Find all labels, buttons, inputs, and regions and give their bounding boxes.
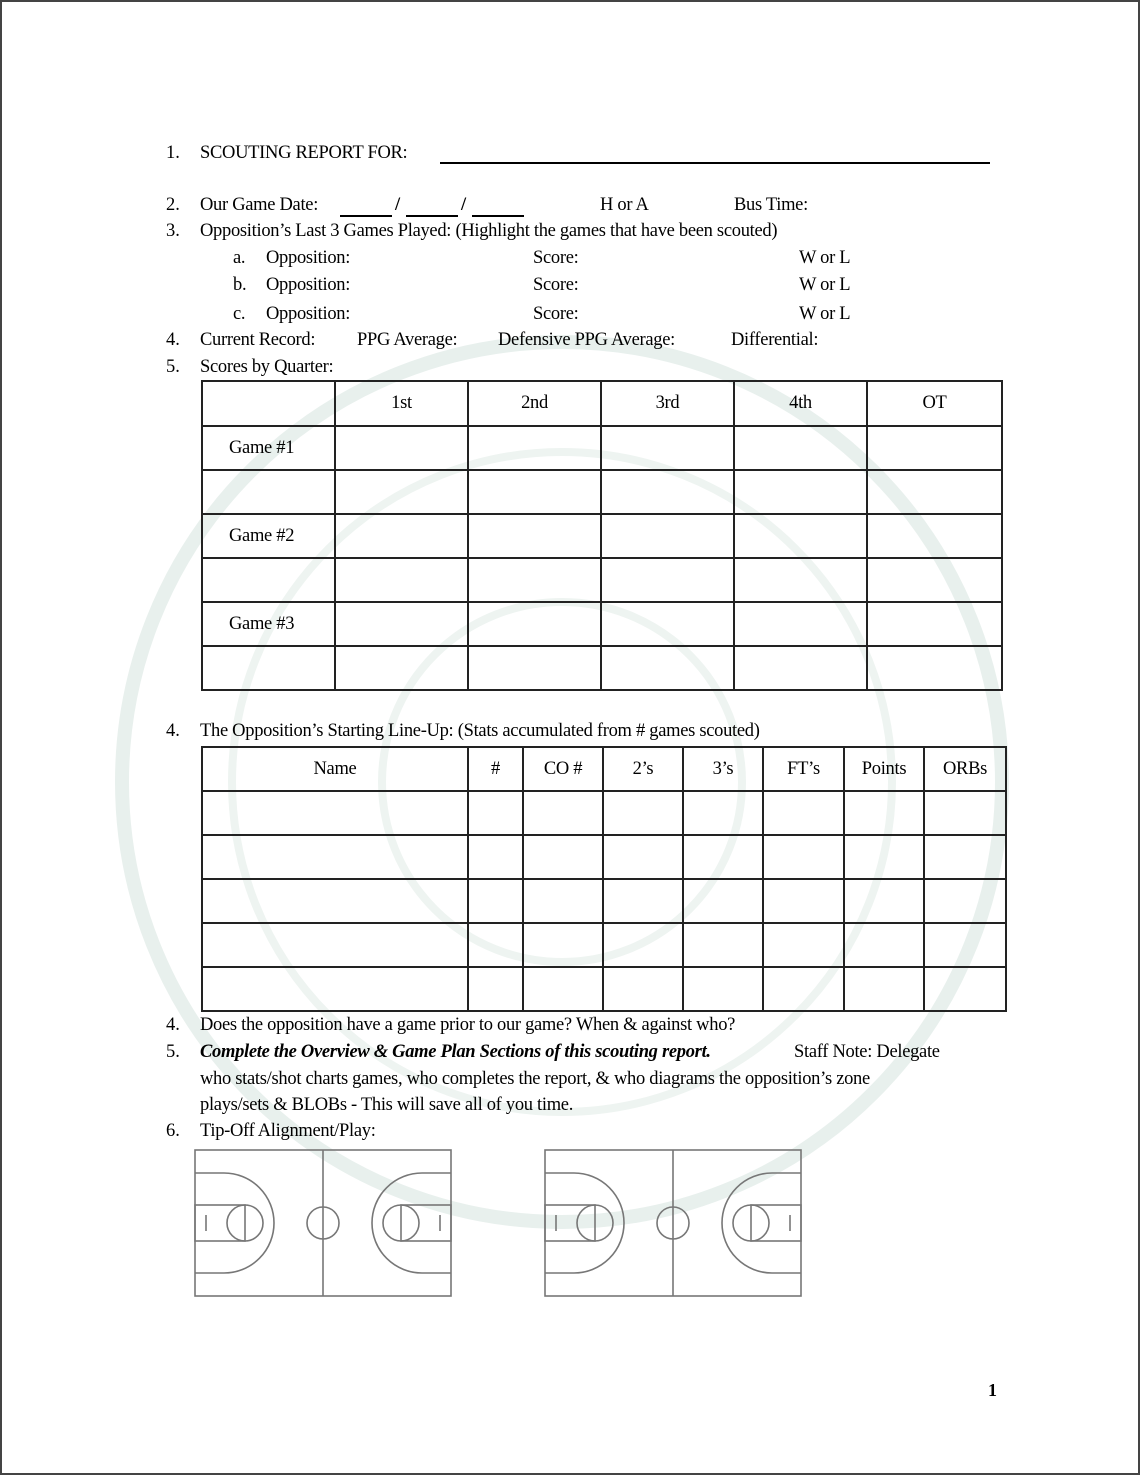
opposition-label: Opposition: (266, 304, 351, 324)
table-row (202, 470, 1002, 514)
score-cell[interactable] (335, 426, 468, 470)
date-slash: / (461, 195, 466, 215)
stat-cell[interactable] (763, 835, 844, 879)
score-cell[interactable] (867, 558, 1002, 602)
item-number: 4. (166, 721, 180, 741)
score-cell[interactable] (468, 558, 601, 602)
item-number: 2. (166, 195, 180, 215)
staff-note-line-2: who stats/shot charts games, who completes the report, & who diagrams the opposition’s zone (200, 1069, 870, 1089)
table-row (202, 426, 1002, 470)
stat-cell[interactable] (763, 967, 844, 1011)
table-row (202, 879, 1006, 923)
score-cell[interactable] (601, 426, 734, 470)
score-cell[interactable] (335, 470, 468, 514)
sub-letter: a. (233, 248, 246, 268)
stat-cell[interactable] (523, 835, 603, 879)
scores-by-quarter-label: Scores by Quarter: (200, 357, 334, 377)
date-slash: / (395, 195, 400, 215)
header-cell: 4th (734, 381, 867, 426)
stat-cell[interactable] (468, 967, 523, 1011)
table-row (202, 514, 1002, 558)
stat-cell[interactable] (468, 879, 523, 923)
table-row (202, 646, 1002, 690)
stat-cell[interactable] (683, 791, 763, 835)
header-cell (202, 381, 335, 426)
starting-lineup-table (201, 746, 1007, 1012)
sub-letter: c. (233, 304, 246, 324)
sub-letter: b. (233, 275, 247, 295)
player-cell[interactable] (202, 835, 468, 879)
player-cell[interactable] (202, 791, 468, 835)
header-cell: ORBs (924, 747, 1006, 791)
stat-cell[interactable] (603, 791, 683, 835)
header-cell: 2’s (603, 747, 683, 791)
differential-label: Differential: (731, 330, 819, 350)
defensive-ppg-label: Defensive PPG Average: (498, 330, 675, 350)
score-cell[interactable] (601, 602, 734, 646)
score-cell[interactable] (601, 558, 734, 602)
score-cell[interactable] (867, 426, 1002, 470)
opposition-label: Opposition: (266, 248, 351, 268)
table-row (202, 602, 1002, 646)
score-cell[interactable] (734, 558, 867, 602)
complete-sections-instruction: Complete the Overview & Game Plan Sections of this scouting report. (200, 1042, 711, 1062)
header-cell: FT’s (763, 747, 844, 791)
score-cell[interactable] (867, 646, 1002, 690)
row-label (202, 558, 335, 602)
header-cell: # (468, 747, 523, 791)
game-date-label: Our Game Date: (200, 195, 319, 215)
item-number: 6. (166, 1121, 180, 1141)
stat-cell[interactable] (683, 835, 763, 879)
score-cell[interactable] (468, 426, 601, 470)
table-row (202, 923, 1006, 967)
score-label: Score: (533, 304, 579, 324)
header-cell: OT (867, 381, 1002, 426)
header-cell: 3rd (601, 381, 734, 426)
prior-game-question: Does the opposition have a game prior to our game? When & against who? (200, 1015, 736, 1035)
header-cell: Name (202, 747, 468, 791)
stat-cell[interactable] (468, 791, 523, 835)
court-diagram-right[interactable] (544, 1149, 802, 1297)
current-record-label: Current Record: (200, 330, 316, 350)
stat-cell[interactable] (468, 923, 523, 967)
table-header-row (202, 381, 1002, 426)
stat-cell[interactable] (844, 835, 924, 879)
ppg-average-label: PPG Average: (357, 330, 458, 350)
item-number: 4. (166, 1015, 180, 1035)
stat-cell[interactable] (603, 923, 683, 967)
score-cell[interactable] (601, 514, 734, 558)
item-number: 5. (166, 357, 180, 377)
last-three-games-label: Opposition’s Last 3 Games Played: (Highlight the games that have been scouted) (200, 221, 778, 241)
header-cell: CO # (523, 747, 603, 791)
score-cell[interactable] (867, 602, 1002, 646)
player-cell[interactable] (202, 967, 468, 1011)
score-cell[interactable] (468, 470, 601, 514)
score-cell[interactable] (335, 602, 468, 646)
stat-cell[interactable] (683, 923, 763, 967)
score-cell[interactable] (734, 602, 867, 646)
stat-cell[interactable] (523, 879, 603, 923)
stat-cell[interactable] (844, 791, 924, 835)
header-cell: 1st (335, 381, 468, 426)
row-label: Game #2 (202, 514, 335, 558)
stat-cell[interactable] (924, 923, 1006, 967)
staff-note-line-3: plays/sets & BLOBs - This will save all of you time. (200, 1095, 574, 1115)
table-row (202, 791, 1006, 835)
header-cell: 3’s (683, 747, 763, 791)
w-or-l-label: W or L (799, 248, 851, 268)
stat-cell[interactable] (844, 879, 924, 923)
date-year-blank[interactable] (472, 201, 524, 217)
date-day-blank[interactable] (406, 201, 458, 217)
header-cell: Points (844, 747, 924, 791)
score-label: Score: (533, 248, 579, 268)
stat-cell[interactable] (763, 791, 844, 835)
stat-cell[interactable] (603, 879, 683, 923)
date-month-blank[interactable] (340, 201, 392, 217)
score-cell[interactable] (601, 646, 734, 690)
score-cell[interactable] (601, 470, 734, 514)
quarter-scores-table (201, 380, 1003, 691)
stat-cell[interactable] (683, 879, 763, 923)
score-cell[interactable] (734, 470, 867, 514)
stat-cell[interactable] (603, 835, 683, 879)
w-or-l-label: W or L (799, 275, 851, 295)
score-cell[interactable] (734, 426, 867, 470)
stat-cell[interactable] (924, 791, 1006, 835)
opposition-label: Opposition: (266, 275, 351, 295)
score-cell[interactable] (335, 514, 468, 558)
tipoff-label: Tip-Off Alignment/Play: (200, 1121, 376, 1141)
staff-note-line-1: Staff Note: Delegate (794, 1042, 940, 1062)
stat-cell[interactable] (763, 923, 844, 967)
bus-time-label: Bus Time: (734, 195, 808, 215)
stat-cell[interactable] (523, 967, 603, 1011)
table-row (202, 558, 1002, 602)
table-row (202, 835, 1006, 879)
score-cell[interactable] (468, 514, 601, 558)
row-label (202, 470, 335, 514)
score-label: Score: (533, 275, 579, 295)
stat-cell[interactable] (924, 879, 1006, 923)
score-cell[interactable] (335, 646, 468, 690)
stat-cell[interactable] (924, 967, 1006, 1011)
item-number: 1. (166, 143, 180, 163)
stat-cell[interactable] (468, 835, 523, 879)
score-cell[interactable] (468, 602, 601, 646)
stat-cell[interactable] (844, 967, 924, 1011)
row-label (202, 646, 335, 690)
stat-cell[interactable] (683, 967, 763, 1011)
row-label: Game #1 (202, 426, 335, 470)
team-name-blank[interactable] (440, 148, 990, 164)
page-number: 1 (988, 1380, 997, 1400)
home-away-label: H or A (600, 195, 649, 215)
stat-cell[interactable] (763, 879, 844, 923)
table-header-row (202, 747, 1006, 791)
w-or-l-label: W or L (799, 304, 851, 324)
score-cell[interactable] (867, 514, 1002, 558)
item-number: 3. (166, 221, 180, 241)
score-cell[interactable] (734, 514, 867, 558)
header-cell: 2nd (468, 381, 601, 426)
score-cell[interactable] (335, 558, 468, 602)
score-cell[interactable] (867, 470, 1002, 514)
starting-lineup-label: The Opposition’s Starting Line-Up: (Stats accumulated from # games scouted) (200, 721, 760, 741)
player-cell[interactable] (202, 923, 468, 967)
stat-cell[interactable] (523, 791, 603, 835)
score-cell[interactable] (468, 646, 601, 690)
table-row (202, 967, 1006, 1011)
player-cell[interactable] (202, 879, 468, 923)
stat-cell[interactable] (844, 923, 924, 967)
item-number: 5. (166, 1042, 180, 1062)
stat-cell[interactable] (924, 835, 1006, 879)
scouting-report-label: SCOUTING REPORT FOR: (200, 143, 408, 163)
score-cell[interactable] (734, 646, 867, 690)
stat-cell[interactable] (523, 923, 603, 967)
court-diagram-left[interactable] (194, 1149, 452, 1297)
row-label: Game #3 (202, 602, 335, 646)
item-number: 4. (166, 330, 180, 350)
stat-cell[interactable] (603, 967, 683, 1011)
